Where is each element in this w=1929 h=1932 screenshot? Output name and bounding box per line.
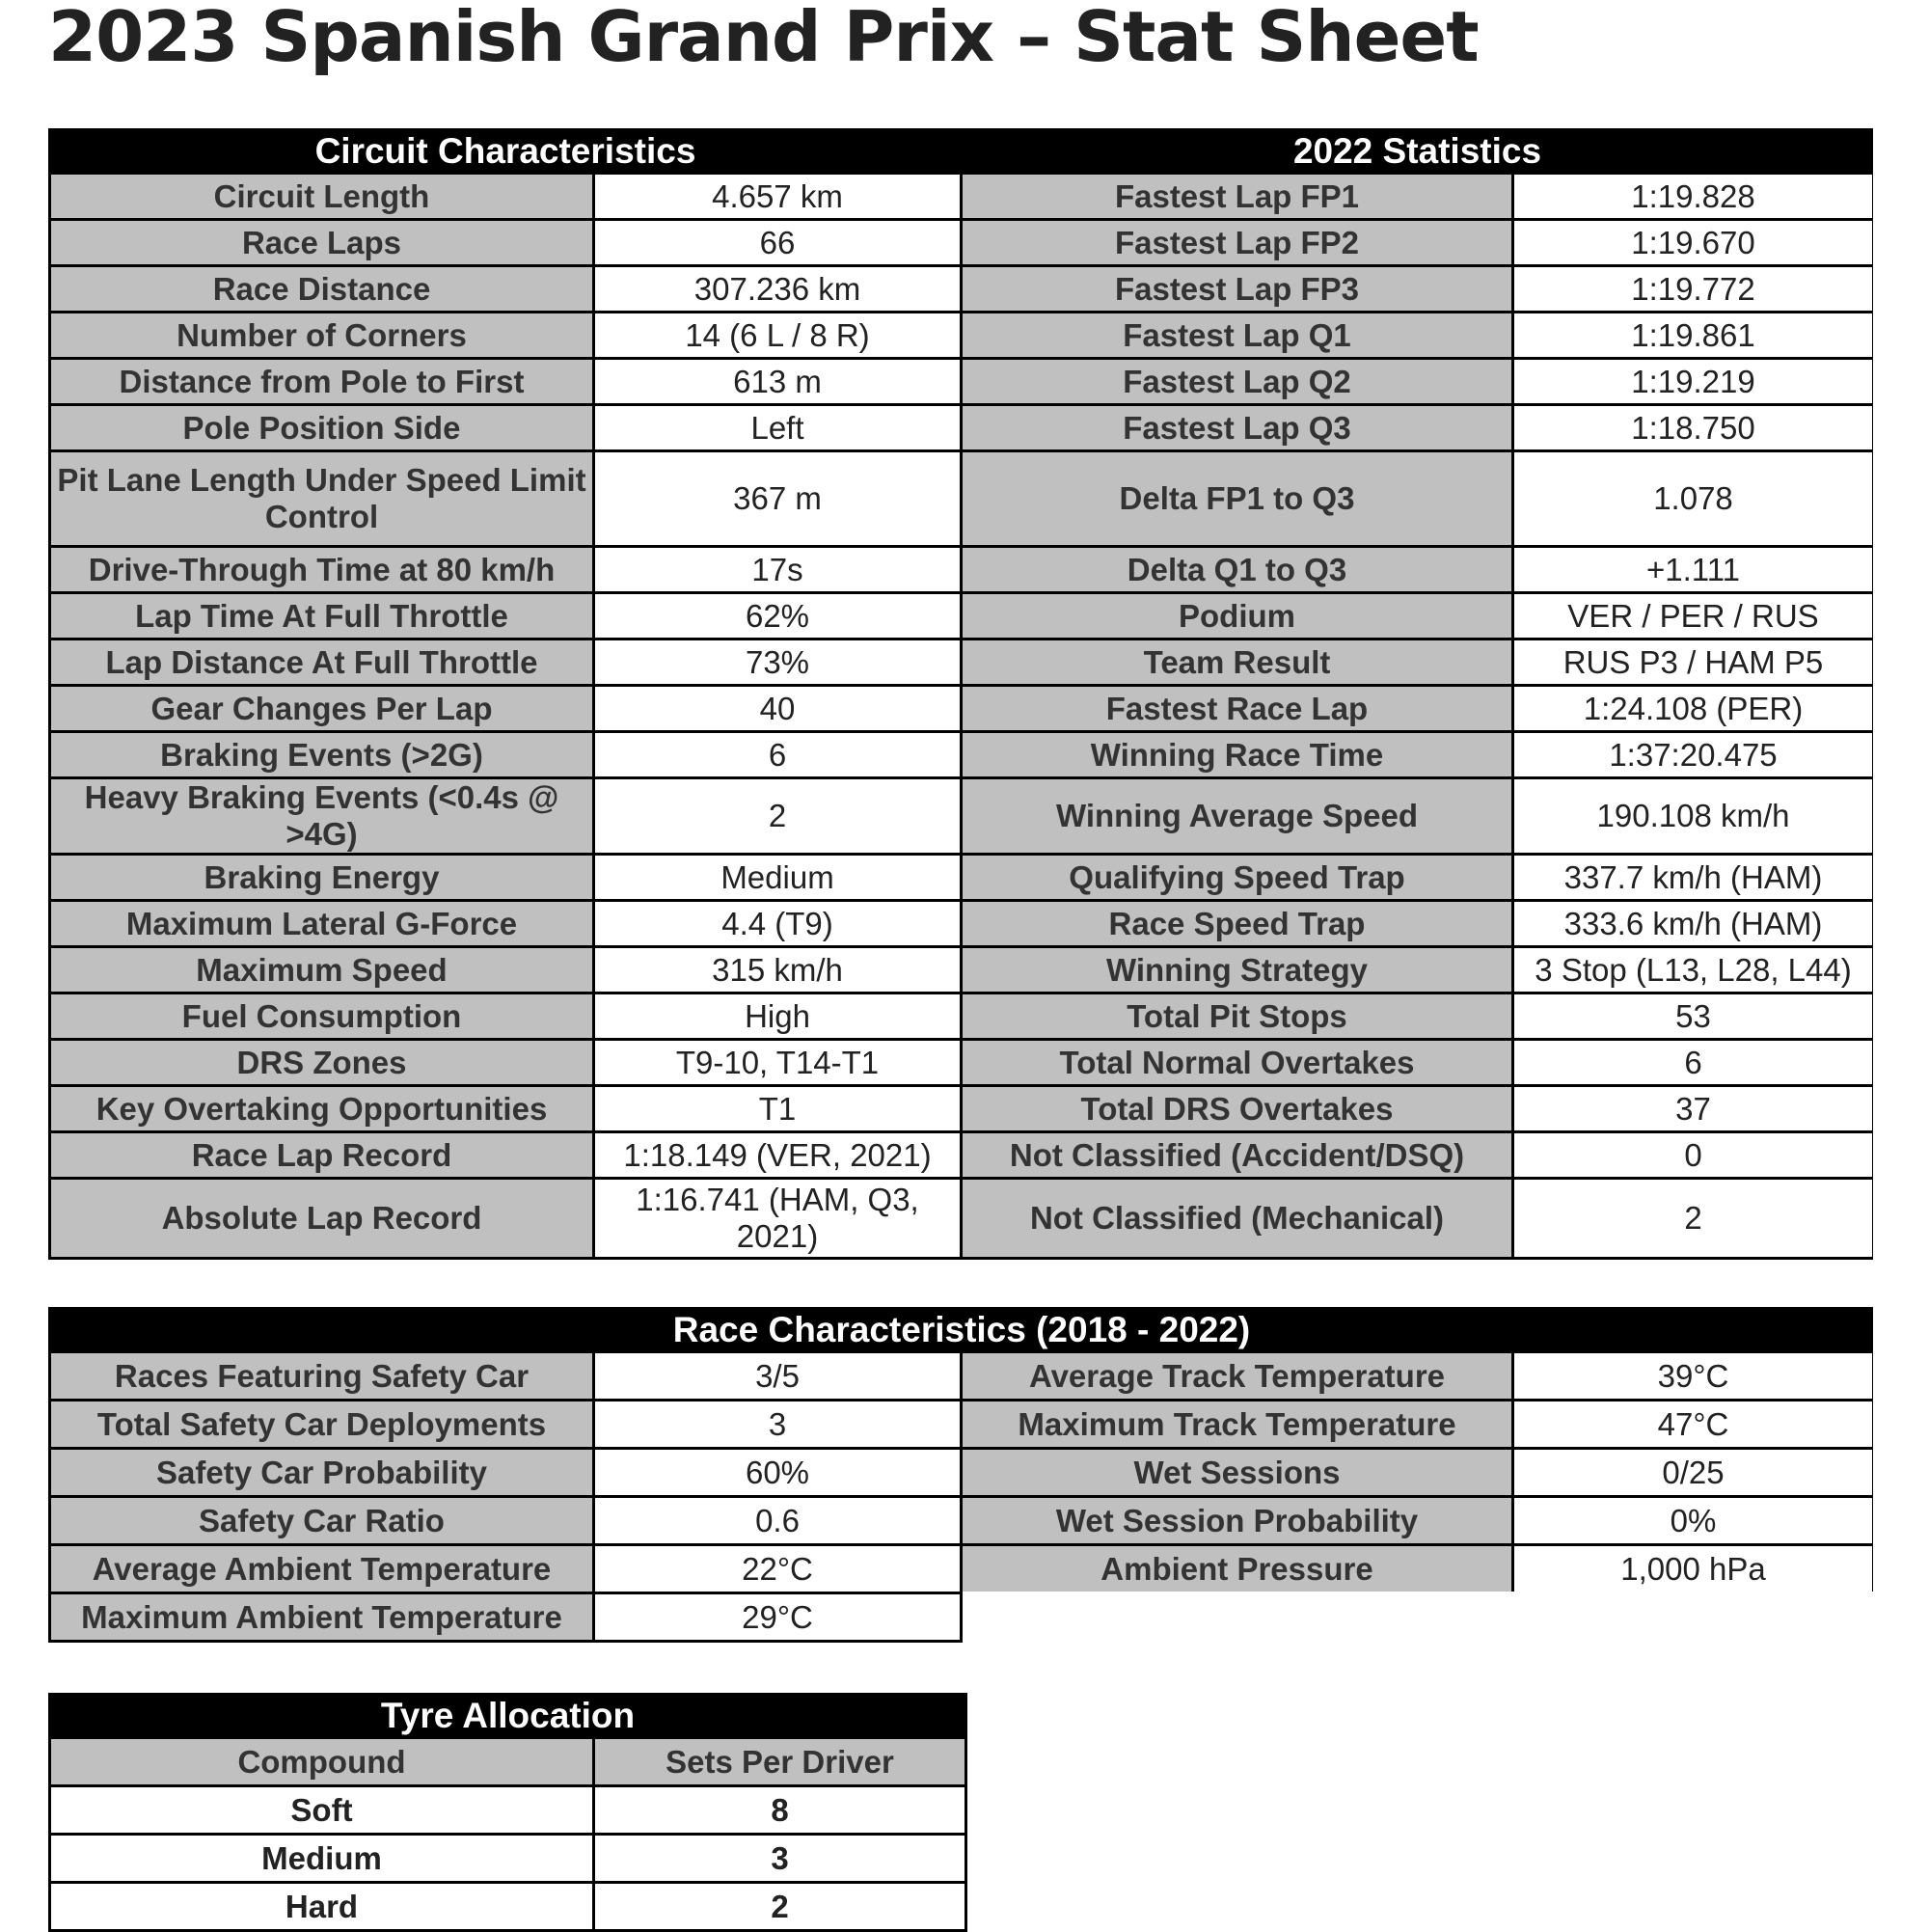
stats2022-label: Fastest Lap Q1 <box>963 313 1511 357</box>
race-char-label: Wet Session Probability <box>963 1498 1511 1543</box>
circuit-stat-value: T9-10, T14-T1 <box>595 1041 960 1084</box>
race-char-value: 60% <box>595 1450 960 1495</box>
race-char-value: 47°C <box>1514 1401 1872 1447</box>
stats2022-value: 1:18.750 <box>1514 406 1872 449</box>
sets-column-header: Sets Per Driver <box>595 1739 964 1784</box>
tyre-compound: Medium <box>51 1836 592 1881</box>
race-char-value: 39°C <box>1514 1353 1872 1399</box>
circuit-stat-label: Circuit Length <box>51 175 592 218</box>
race-char-label: Safety Car Probability <box>51 1450 592 1495</box>
circuit-stat-label: Fuel Consumption <box>51 994 592 1038</box>
race-char-label: Maximum Ambient Temperature <box>51 1594 592 1640</box>
stats2022-value: 37 <box>1514 1087 1872 1130</box>
race-char-value: 29°C <box>595 1594 960 1640</box>
circuit-stat-value: T1 <box>595 1087 960 1130</box>
stats2022-value: 1:19.861 <box>1514 313 1872 357</box>
circuit-stat-value: 1:16.741 (HAM, Q3, 2021) <box>595 1180 960 1257</box>
race-char-value: 0% <box>1514 1498 1872 1543</box>
tyre-sets: 2 <box>595 1884 964 1929</box>
circuit-stats-table <box>48 128 1873 1260</box>
race-char-value: 22°C <box>595 1546 960 1592</box>
circuit-stat-value: 14 (6 L / 8 R) <box>595 313 960 357</box>
stats2022-label: Total Pit Stops <box>963 994 1511 1038</box>
race-char-value: 3 <box>595 1401 960 1447</box>
race-char-label: Wet Sessions <box>963 1450 1511 1495</box>
stats2022-value: +1.111 <box>1514 548 1872 591</box>
stats2022-value: 190.108 km/h <box>1514 779 1872 853</box>
stats2022-label: Delta FP1 to Q3 <box>963 452 1511 545</box>
stats2022-label: Qualifying Speed Trap <box>963 856 1511 899</box>
stats2022-label: Fastest Lap FP1 <box>963 175 1511 218</box>
compound-column-header: Compound <box>51 1739 592 1784</box>
stats2022-value: 1:19.772 <box>1514 267 1872 311</box>
race-char-label: Total Safety Car Deployments <box>51 1401 592 1447</box>
stats2022-header: 2022 Statistics <box>963 131 1872 172</box>
stats2022-label: Fastest Lap FP2 <box>963 221 1511 264</box>
stats2022-value: 1:19.828 <box>1514 175 1872 218</box>
circuit-stat-label: Braking Events (>2G) <box>51 733 592 776</box>
race-char-value: 0.6 <box>595 1498 960 1543</box>
stats2022-value: 0 <box>1514 1133 1872 1177</box>
circuit-stat-value: 4.657 km <box>595 175 960 218</box>
stats2022-label: Fastest Lap Q3 <box>963 406 1511 449</box>
tyre-sets: 8 <box>595 1787 964 1833</box>
circuit-stat-label: Race Laps <box>51 221 592 264</box>
stats2022-label: Winning Average Speed <box>963 779 1511 853</box>
empty-cell <box>963 1592 1875 1643</box>
stats2022-value: 333.6 km/h (HAM) <box>1514 902 1872 945</box>
stats2022-value: 1:19.219 <box>1514 360 1872 403</box>
circuit-stat-value: 613 m <box>595 360 960 403</box>
tyre-compound: Soft <box>51 1787 592 1833</box>
circuit-stat-value: 307.236 km <box>595 267 960 311</box>
tyre-allocation-table <box>48 1693 967 1932</box>
circuit-stat-label: Maximum Speed <box>51 948 592 992</box>
race-characteristics-header: Race Characteristics (2018 - 2022) <box>51 1310 1872 1350</box>
race-char-label: Maximum Track Temperature <box>963 1401 1511 1447</box>
circuit-stat-label: Pit Lane Length Under Speed Limit Control <box>51 452 592 545</box>
circuit-stat-label: Gear Changes Per Lap <box>51 687 592 730</box>
circuit-stat-value: Left <box>595 406 960 449</box>
stats2022-label: Fastest Race Lap <box>963 687 1511 730</box>
tyre-compound: Hard <box>51 1884 592 1929</box>
circuit-stat-label: Pole Position Side <box>51 406 592 449</box>
race-char-label: Average Track Temperature <box>963 1353 1511 1399</box>
page-title: 2023 Spanish Grand Prix – Stat Sheet <box>48 0 1479 77</box>
race-char-label: Safety Car Ratio <box>51 1498 592 1543</box>
stats2022-value: VER / PER / RUS <box>1514 594 1872 638</box>
circuit-stat-value: 62% <box>595 594 960 638</box>
circuit-stat-label: Lap Time At Full Throttle <box>51 594 592 638</box>
circuit-stat-label: Key Overtaking Opportunities <box>51 1087 592 1130</box>
stats2022-label: Race Speed Trap <box>963 902 1511 945</box>
stats2022-label: Team Result <box>963 640 1511 684</box>
circuit-stat-value: High <box>595 994 960 1038</box>
circuit-stat-label: Braking Energy <box>51 856 592 899</box>
stats2022-label: Not Classified (Accident/DSQ) <box>963 1133 1511 1177</box>
circuit-stat-value: 73% <box>595 640 960 684</box>
stats2022-value: 1:37:20.475 <box>1514 733 1872 776</box>
stats2022-label: Not Classified (Mechanical) <box>963 1180 1511 1257</box>
stats2022-label: Total DRS Overtakes <box>963 1087 1511 1130</box>
stats2022-label: Winning Strategy <box>963 948 1511 992</box>
circuit-stat-label: Distance from Pole to First <box>51 360 592 403</box>
stats2022-value: RUS P3 / HAM P5 <box>1514 640 1872 684</box>
stats2022-value: 53 <box>1514 994 1872 1038</box>
stats2022-value: 1:24.108 (PER) <box>1514 687 1872 730</box>
race-char-label: Races Featuring Safety Car <box>51 1353 592 1399</box>
circuit-stat-value: 17s <box>595 548 960 591</box>
tyre-sets: 3 <box>595 1836 964 1881</box>
circuit-stat-label: Number of Corners <box>51 313 592 357</box>
circuit-stat-value: 4.4 (T9) <box>595 902 960 945</box>
circuit-stat-label: Heavy Braking Events (<0.4s @ >4G) <box>51 779 592 853</box>
stats2022-value: 6 <box>1514 1041 1872 1084</box>
circuit-stat-label: Lap Distance At Full Throttle <box>51 640 592 684</box>
circuit-stat-value: Medium <box>595 856 960 899</box>
circuit-stat-label: Race Lap Record <box>51 1133 592 1177</box>
stats2022-label: Winning Race Time <box>963 733 1511 776</box>
stats2022-value: 337.7 km/h (HAM) <box>1514 856 1872 899</box>
circuit-stat-value: 66 <box>595 221 960 264</box>
stats2022-label: Total Normal Overtakes <box>963 1041 1511 1084</box>
stats2022-label: Fastest Lap Q2 <box>963 360 1511 403</box>
circuit-stat-label: DRS Zones <box>51 1041 592 1084</box>
circuit-header: Circuit Characteristics <box>51 131 960 172</box>
race-characteristics-table <box>48 1307 1873 1643</box>
stats2022-label: Delta Q1 to Q3 <box>963 548 1511 591</box>
race-char-label: Ambient Pressure <box>963 1546 1511 1592</box>
stats2022-label: Podium <box>963 594 1511 638</box>
race-char-value: 1,000 hPa <box>1514 1546 1872 1592</box>
circuit-stat-value: 1:18.149 (VER, 2021) <box>595 1133 960 1177</box>
race-char-label: Average Ambient Temperature <box>51 1546 592 1592</box>
circuit-stat-label: Race Distance <box>51 267 592 311</box>
circuit-stat-value: 40 <box>595 687 960 730</box>
circuit-stat-value: 367 m <box>595 452 960 545</box>
circuit-stat-value: 315 km/h <box>595 948 960 992</box>
stats2022-value: 1.078 <box>1514 452 1872 545</box>
race-char-value: 0/25 <box>1514 1450 1872 1495</box>
stats2022-value: 1:19.670 <box>1514 221 1872 264</box>
circuit-stat-label: Maximum Lateral G-Force <box>51 902 592 945</box>
race-char-value: 3/5 <box>595 1353 960 1399</box>
circuit-stat-value: 6 <box>595 733 960 776</box>
stats2022-value: 2 <box>1514 1180 1872 1257</box>
circuit-stat-value: 2 <box>595 779 960 853</box>
tyre-header: Tyre Allocation <box>51 1696 964 1736</box>
stats2022-label: Fastest Lap FP3 <box>963 267 1511 311</box>
stats2022-value: 3 Stop (L13, L28, L44) <box>1514 948 1872 992</box>
circuit-stat-label: Drive-Through Time at 80 km/h <box>51 548 592 591</box>
circuit-stat-label: Absolute Lap Record <box>51 1180 592 1257</box>
